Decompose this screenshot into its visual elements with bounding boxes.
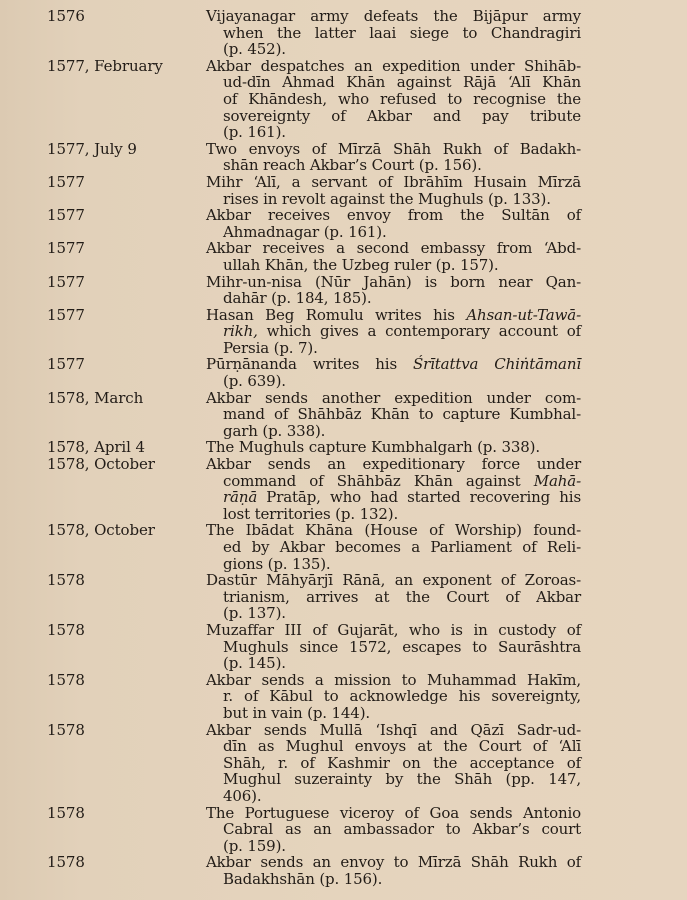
entry-text-line: trianism, arrives at the Court of Akbar: [223, 587, 581, 606]
entry-text-line: (p. 452).: [223, 40, 286, 59]
entry-description: [206, 356, 581, 389]
entry-text-line: Akbar receives envoy from the Sultān of: [206, 206, 581, 225]
entry-date: 1578, October: [47, 455, 155, 474]
entry-description: [206, 207, 581, 240]
entry-description: [206, 174, 581, 207]
entry-text-line: Akbar sends another expedition under com-: [206, 388, 581, 407]
entry-text-line: (p. 639).: [223, 372, 286, 391]
entry-date: 1578, March: [47, 388, 144, 407]
entry-text-line: Dastūr Māhyārjī Rānā, an exponent of Zoroas-: [206, 571, 581, 590]
entry-text-line: Pūrṇānanda writes his Śrītattva Chiṅtāmanī: [206, 355, 581, 374]
chronology-entry: [0, 8, 687, 58]
entry-text-line: ud-dīn Ahmad Khān against Rājā ‘Alī Khān: [223, 73, 581, 92]
chronology-entry: [0, 141, 687, 174]
entry-description: [206, 805, 581, 855]
entry-description: [206, 390, 581, 440]
entry-text-line: The Portuguese viceroy of Goa sends Antonio: [206, 803, 581, 822]
entry-description: [206, 572, 581, 622]
entry-date: 1578, October: [47, 521, 155, 540]
entry-text-line: of Khāndesh, who refused to recognise the: [223, 89, 581, 108]
entry-date: 1578, April 4: [47, 438, 145, 457]
entry-text-line: Badakhshān (p. 156).: [223, 869, 383, 888]
entry-text-line: shān reach Akbar’s Court (p. 156).: [223, 156, 482, 175]
chronology-entry: [0, 622, 687, 672]
entry-text-line: rikh, which gives a contemporary account of: [223, 322, 581, 341]
entry-text-line: command of Shāhbāz Khān against Mahā-: [223, 471, 581, 490]
entry-description: [206, 240, 581, 273]
entry-text-line: gions (p. 135).: [223, 554, 331, 573]
entry-text-line: but in vain (p. 144).: [223, 703, 371, 722]
entry-description: [206, 522, 581, 572]
entry-text-line: sovereignty of Akbar and pay tribute: [223, 106, 581, 125]
chronology-entry: [0, 58, 687, 141]
entry-description: [206, 456, 581, 522]
entry-date: 1576: [47, 7, 85, 25]
italic-title: Ahsan-ut-Tawā-: [466, 305, 581, 324]
entry-date: 1578: [47, 853, 85, 872]
entry-text-line: Akbar sends an envoy to Mīrzā Shāh Rukh of: [206, 853, 581, 872]
entry-date: 1577: [47, 172, 85, 191]
entry-description: [206, 439, 581, 456]
entry-text-line: Akbar sends Mullā ‘Ishqī and Qāzī Sadr-ud-: [206, 720, 581, 739]
entry-text-line: Akbar sends a mission to Muhammad Hakīm,: [206, 670, 581, 689]
entry-date: 1577: [47, 272, 85, 291]
entry-text-line: Shāh, r. of Kashmir on the acceptance of: [223, 753, 581, 772]
chronology-entry: [0, 522, 687, 572]
entry-description: [206, 58, 581, 141]
chronology-list: [0, 8, 687, 887]
chronology-entry: [0, 390, 687, 440]
entry-date: 1577: [47, 355, 85, 374]
italic-title: Mahā-: [533, 471, 581, 490]
chronology-entry: [0, 174, 687, 207]
entry-date: 1578: [47, 670, 85, 689]
entry-text-line: when the latter laai siege to Chandragiri: [223, 23, 581, 42]
entry-text-line: mand of Shāhbāz Khān to capture Kumbhal-: [223, 405, 581, 424]
entry-text-line: dīn as Mughul envoys at the Court of ‘Alī: [223, 737, 581, 756]
entry-text-line: Vijayanagar army defeats the Bijāpur army: [206, 7, 581, 25]
chronology-entry: [0, 307, 687, 357]
entry-text-line: Muzaffar III of Gujarāt, who is in custody of: [206, 620, 581, 639]
entry-text-line: dahār (p. 184, 185).: [223, 289, 372, 308]
entry-date: 1577, July 9: [47, 139, 137, 158]
entry-date: 1578: [47, 571, 85, 590]
entry-text-line: Akbar sends an expeditionary force under: [206, 455, 581, 474]
chronology-entry: [0, 439, 687, 456]
entry-text-line: 406).: [223, 786, 262, 805]
entry-text-line: Cabral as an ambassador to Akbar’s court: [223, 820, 581, 839]
entry-description: [206, 274, 581, 307]
chronology-entry: [0, 722, 687, 805]
chronology-entry: [0, 805, 687, 855]
entry-date: 1578: [47, 720, 85, 739]
entry-text-line: rāṇā Pratāp, who had started recovering his: [223, 488, 581, 507]
entry-text-line: (p. 137).: [223, 604, 286, 623]
entry-date: 1577: [47, 206, 85, 225]
entry-text-line: Persia (p. 7).: [223, 338, 318, 357]
italic-title: Śrītattva Chiṅtāmanī: [412, 355, 581, 374]
entry-description: [206, 622, 581, 672]
entry-description: [206, 141, 581, 174]
entry-text-line: (p. 145).: [223, 654, 286, 673]
entry-description: [206, 854, 581, 887]
entry-text-line: Mihr-un-nisa (Nūr Jahān) is born near Qan-: [206, 272, 581, 291]
entry-date: 1578: [47, 803, 85, 822]
entry-date: 1577: [47, 305, 85, 324]
chronology-entry: [0, 456, 687, 522]
chronology-entry: [0, 356, 687, 389]
entry-text-line: Akbar despatches an expedition under Shihāb-: [206, 56, 581, 75]
entry-date: 1578: [47, 620, 85, 639]
entry-text-line: lost territories (p. 132).: [223, 504, 399, 523]
chronology-entry: [0, 572, 687, 622]
italic-title: rāṇā: [223, 488, 258, 507]
chronology-entry: [0, 274, 687, 307]
entry-text-line: ullah Khān, the Uzbeg ruler (p. 157).: [223, 255, 499, 274]
chronology-entry: [0, 240, 687, 273]
chronology-entry: [0, 854, 687, 887]
italic-title: rikh,: [223, 322, 258, 341]
entry-text-line: r. of Kābul to acknowledge his sovereignty,: [223, 687, 581, 706]
entry-description: [206, 722, 581, 805]
entry-text-line: Mughul suzerainty by the Shāh (pp. 147,: [223, 770, 581, 789]
entry-date: 1577, February: [47, 56, 163, 75]
entry-text-line: The Mughuls capture Kumbhalgarh (p. 338).: [206, 438, 540, 457]
entry-text-line: ed by Akbar becomes a Parliament of Reli-: [223, 538, 581, 556]
entry-text-line: Two envoys of Mīrzā Shāh Rukh of Badakh-: [206, 139, 581, 158]
entry-text-line: Akbar receives a second embassy from ‘Abd-: [206, 239, 581, 258]
entry-description: [206, 672, 581, 722]
entry-text-line: The Ibādat Khāna (House of Worship) found-: [206, 521, 581, 540]
entry-text-line: Mihr ‘Alī, a servant of Ibrāhīm Husain Mīrzā: [206, 172, 581, 191]
entry-text-line: rises in revolt against the Mughuls (p. 133).: [223, 189, 551, 208]
entry-text-line: garh (p. 338).: [223, 421, 326, 440]
chronology-entry: [0, 672, 687, 722]
entry-text-line: (p. 159).: [223, 836, 286, 855]
chronology-entry: [0, 207, 687, 240]
entry-text-line: Mughuls since 1572, escapes to Saurāshtra: [223, 637, 581, 656]
entry-text-line: Hasan Beg Romulu writes his Ahsan-ut-Tawā-: [206, 305, 581, 324]
entry-text-line: (p. 161).: [223, 123, 286, 142]
entry-date: 1577: [47, 239, 85, 258]
entry-description: [206, 8, 581, 58]
entry-description: [206, 307, 581, 357]
entry-text-line: Ahmadnagar (p. 161).: [223, 222, 387, 241]
